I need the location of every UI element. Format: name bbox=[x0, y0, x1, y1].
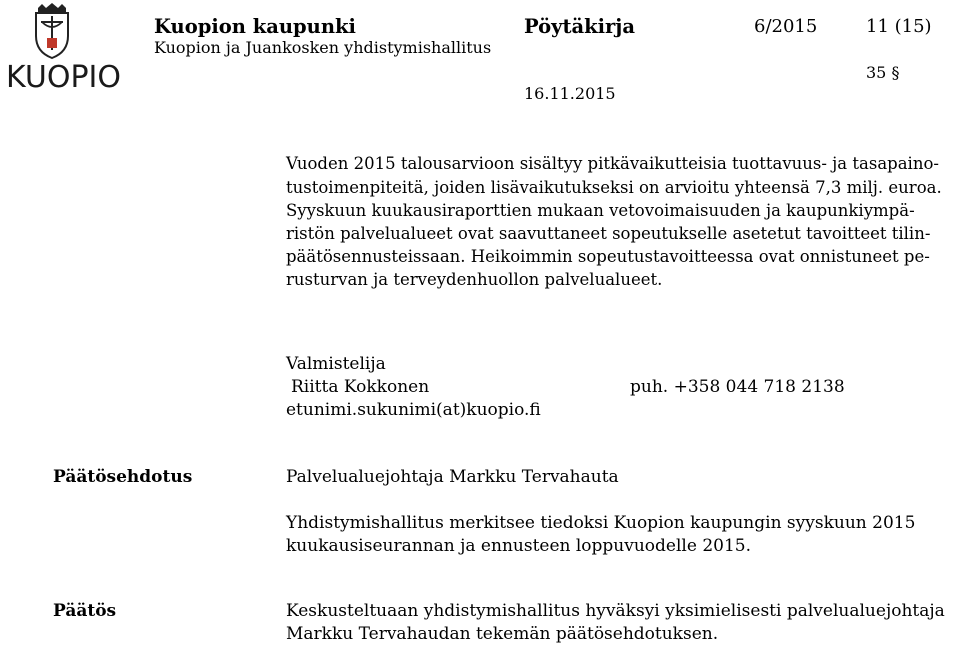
document-type: Pöytäkirja bbox=[524, 15, 636, 38]
page-number: 11 (15) bbox=[866, 16, 932, 37]
decision-label: Päätös bbox=[53, 601, 117, 621]
proposal-line: Yhdistymishallitus merkitsee tiedoksi Kuopion kaupungin syyskuun 2015 bbox=[286, 513, 916, 533]
preparer-phone: puh. +358 044 718 2138 bbox=[630, 377, 845, 397]
paragraph-line: Syyskuun kuukausiraporttien mukaan vetovoimaisuuden ja kaupunkiympä- bbox=[286, 201, 915, 220]
preparer-name: Riitta Kokkonen bbox=[291, 377, 430, 397]
logo-wordmark: KUOPIO bbox=[6, 60, 121, 95]
meeting-date: 16.11.2015 bbox=[524, 84, 616, 103]
decision-line: Markku Tervahaudan tekemän päätösehdotuksen. bbox=[286, 624, 719, 644]
paragraph-line: päätösennusteissaan. Heikoimmin sopeutustavoitteessa ovat onnistuneet pe- bbox=[286, 247, 930, 266]
coat-of-arms-icon bbox=[4, 2, 100, 62]
preparer-heading: Valmistelija bbox=[286, 354, 386, 374]
kuopio-logo bbox=[4, 2, 121, 95]
paragraph-line: ristön palvelualueet ovat saavuttaneet sopeutukselle asetetut tavoitteet tilin- bbox=[286, 224, 931, 243]
proposal-line: kuukausiseurannan ja ennusteen loppuvuodelle 2015. bbox=[286, 536, 751, 556]
paragraph-line: Vuoden 2015 talousarvioon sisältyy pitkävaikutteisia tuottavuus- ja tasapaino- bbox=[286, 154, 939, 173]
paragraph-line: tustoimenpiteitä, joiden lisävaikutukseksi on arvioitu yhteensä 7,3 milj. euroa. bbox=[286, 178, 942, 197]
organization-name: Kuopion kaupunki bbox=[154, 15, 356, 38]
preparer-email: etunimi.sukunimi(at)kuopio.fi bbox=[286, 400, 541, 420]
sub-organization: Kuopion ja Juankosken yhdistymishallitus bbox=[154, 38, 492, 57]
proposal-label: Päätösehdotus bbox=[53, 467, 193, 487]
section-number: 35 § bbox=[866, 63, 900, 82]
document-number: 6/2015 bbox=[754, 16, 818, 37]
paragraph-line: rusturvan ja terveydenhuollon palvelualueet. bbox=[286, 270, 663, 289]
decision-line: Keskusteltuaan yhdistymishallitus hyväksyi yksimielisesti palvelualuejohtaja bbox=[286, 601, 945, 621]
proposal-author: Palvelualuejohtaja Markku Tervahauta bbox=[286, 467, 619, 487]
